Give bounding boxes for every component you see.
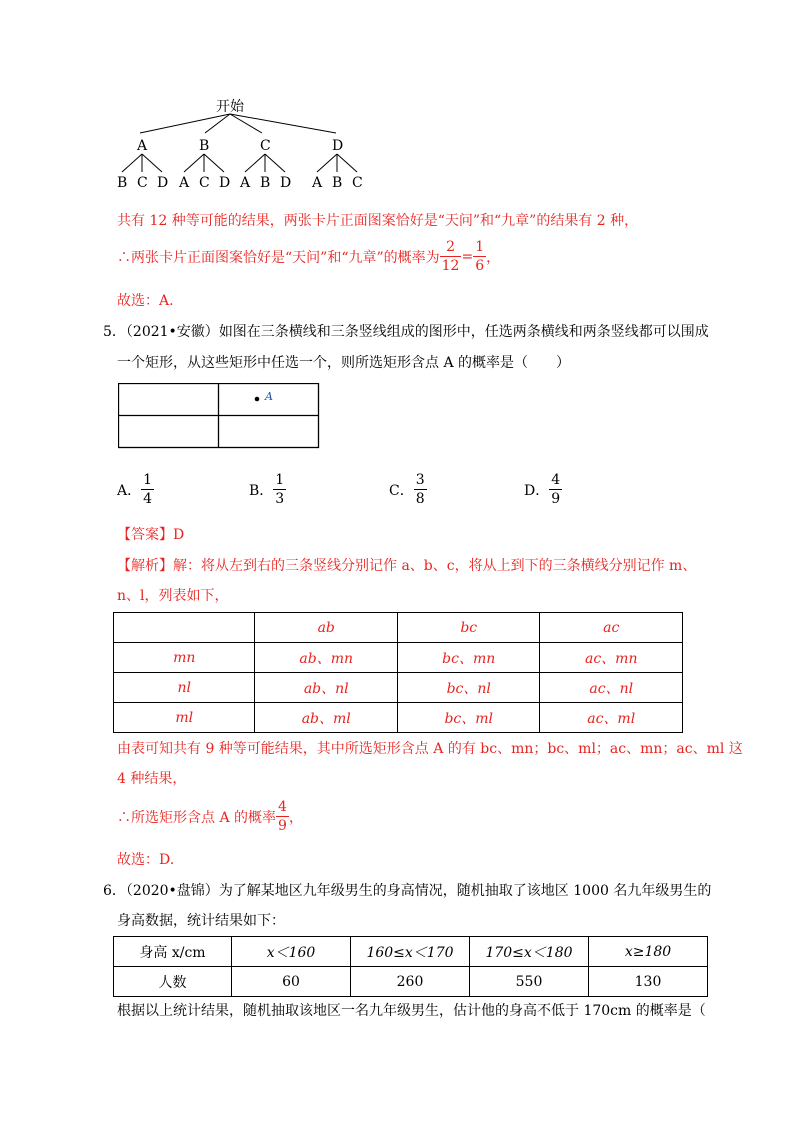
prev-solution-choice: 故选：A.: [117, 293, 174, 309]
tree-leaf: B: [260, 175, 271, 191]
tree-node-c: C: [260, 138, 271, 154]
tree-leaf: D: [157, 175, 169, 191]
tree-root: 开始: [216, 99, 244, 115]
q6-line2: 身高数据，统计结果如下：: [117, 913, 285, 929]
tree-leaf: C: [199, 175, 210, 191]
answer-tag: 【答案】: [117, 527, 173, 543]
table-cell: bc、nl: [397, 673, 540, 703]
tree-lines: [0, 0, 800, 200]
table-cell: ac、mn: [540, 643, 683, 673]
conclusion-line2: 4 种结果，: [117, 771, 187, 787]
prev-solution-line2: ∴两张卡片正面图案恰好是“天问”和“九章”的概率为 $\frac{2}{12}$ = $\frac{1}{6}$ ，: [117, 239, 501, 274]
table-cell: ac: [540, 613, 683, 643]
table-row: [114, 967, 708, 997]
option-c[interactable]: C． $\frac{3}{8}$: [389, 472, 425, 507]
tree-leaf: B: [332, 175, 343, 191]
prev-solution-line1: 共有 12 种等可能的结果，两张卡片正面图案恰好是“天问”和“九章”的结果有 2 种，: [117, 213, 639, 229]
question-text: 为了解某地区九年级男生的身高情况，随机抽取了该地区 1000 名九年级男生的: [218, 883, 712, 899]
option-a[interactable]: A． $\frac{1}{4}$: [117, 472, 153, 507]
analysis-line1: 【解析】解：将从左到右的三条竖线分别记作 a、b、c，将从上到下的三条横线分别记作 m、: [117, 558, 697, 574]
analysis-table: [113, 612, 683, 733]
question-number: 6．: [103, 883, 126, 899]
tree-node-d: D: [332, 138, 344, 154]
question-source: （2020•盘锦）: [125, 883, 219, 899]
tree-leaf: A: [179, 175, 190, 191]
table-cell: bc: [397, 613, 540, 643]
tree-leaf: A: [240, 175, 251, 191]
table-cell: 60: [232, 967, 351, 997]
probability-line: ∴所选矩形含点 A 的概率 $\frac{4}{9}$ ，: [117, 799, 303, 834]
q5-line2: 一个矩形，从这些矩形中任选一个，则所选矩形含点 A 的概率是（ ）: [117, 355, 571, 371]
table-cell: ab、mn: [255, 643, 398, 673]
table-cell: x＜160: [232, 937, 351, 967]
table-cell: ml: [114, 703, 255, 733]
table-cell: 130: [589, 967, 708, 997]
table-row: [114, 643, 683, 673]
table-row: [114, 937, 708, 967]
q5-line1: [103, 321, 709, 341]
fraction: $\frac{1}{6}$: [475, 239, 485, 274]
prev-solution-text: ∴两张卡片正面图案恰好是“天问”和“九章”的概率为: [117, 249, 440, 266]
q6-trailing-text: 根据以上统计结果，随机抽取该地区一名九年级男生，估计他的身高不低于 170cm 的概率是（: [117, 1003, 706, 1019]
tree-leaf: B: [117, 175, 128, 191]
table-cell: ab、nl: [255, 673, 398, 703]
tree-leaf: C: [137, 175, 148, 191]
tree-leaf: D: [280, 175, 292, 191]
answer-line: [117, 524, 184, 544]
table-cell: bc、mn: [397, 643, 540, 673]
table-cell: ab: [255, 613, 398, 643]
table-cell: ac、ml: [540, 703, 683, 733]
analysis-tag: 【解析】: [117, 558, 173, 574]
q5-grid-figure: [118, 383, 318, 447]
table-cell: 160≤x＜170: [351, 937, 470, 967]
tree-leaf: C: [352, 175, 363, 191]
grid-lines: [118, 383, 320, 449]
table-cell: 身高 x/cm: [114, 937, 232, 967]
q5-choice: 故选：D.: [117, 852, 175, 868]
answer-value: D: [173, 527, 185, 543]
table-cell: x≥180: [589, 937, 708, 967]
fraction: $\frac{1}{3}$: [275, 472, 285, 507]
fraction: $\frac{2}{12}$: [441, 239, 460, 274]
table-cell: 550: [470, 967, 589, 997]
question-text: 如图在三条横线和三条竖线组成的图形中，任选两条横线和两条竖线都可以围成: [218, 324, 709, 340]
table-cell: 260: [351, 967, 470, 997]
table-cell: 170≤x＜180: [470, 937, 589, 967]
q6-line1: [103, 880, 711, 900]
option-d[interactable]: D． $\frac{4}{9}$: [524, 472, 561, 507]
question-number: 5．: [103, 324, 126, 340]
table-row: [114, 703, 683, 733]
equals-sign: =: [461, 248, 474, 265]
analysis-line2: n、l，列表如下，: [117, 588, 229, 604]
table-cell: ac、nl: [540, 673, 683, 703]
question-source: （2021•安徽）: [125, 324, 219, 340]
tree-leaf: D: [219, 175, 231, 191]
table-row: [114, 673, 683, 703]
fraction: $\frac{4}{9}$: [278, 799, 287, 834]
fraction: $\frac{1}{4}$: [143, 472, 153, 507]
table-cell: 人数: [114, 967, 232, 997]
fraction: $\frac{4}{9}$: [551, 472, 561, 507]
table-cell: nl: [114, 673, 255, 703]
option-b[interactable]: B． $\frac{1}{3}$: [249, 472, 285, 507]
table-row: [114, 613, 683, 643]
tree-leaf: A: [312, 175, 323, 191]
table-cell: mn: [114, 643, 255, 673]
table-cell: bc、ml: [397, 703, 540, 733]
tree-node-b: B: [199, 138, 210, 154]
point-a-label: A: [265, 390, 273, 403]
fraction: $\frac{3}{8}$: [415, 472, 425, 507]
conclusion-line1: 由表可知共有 9 种等可能结果，其中所选矩形含点 A 的有 bc、mn；bc、ml；ac、mn；ac、ml 这: [117, 741, 743, 757]
table-cell: ab、ml: [255, 703, 398, 733]
height-table: [113, 936, 708, 997]
table-cell: [114, 613, 255, 643]
tree-node-a: A: [137, 138, 148, 154]
